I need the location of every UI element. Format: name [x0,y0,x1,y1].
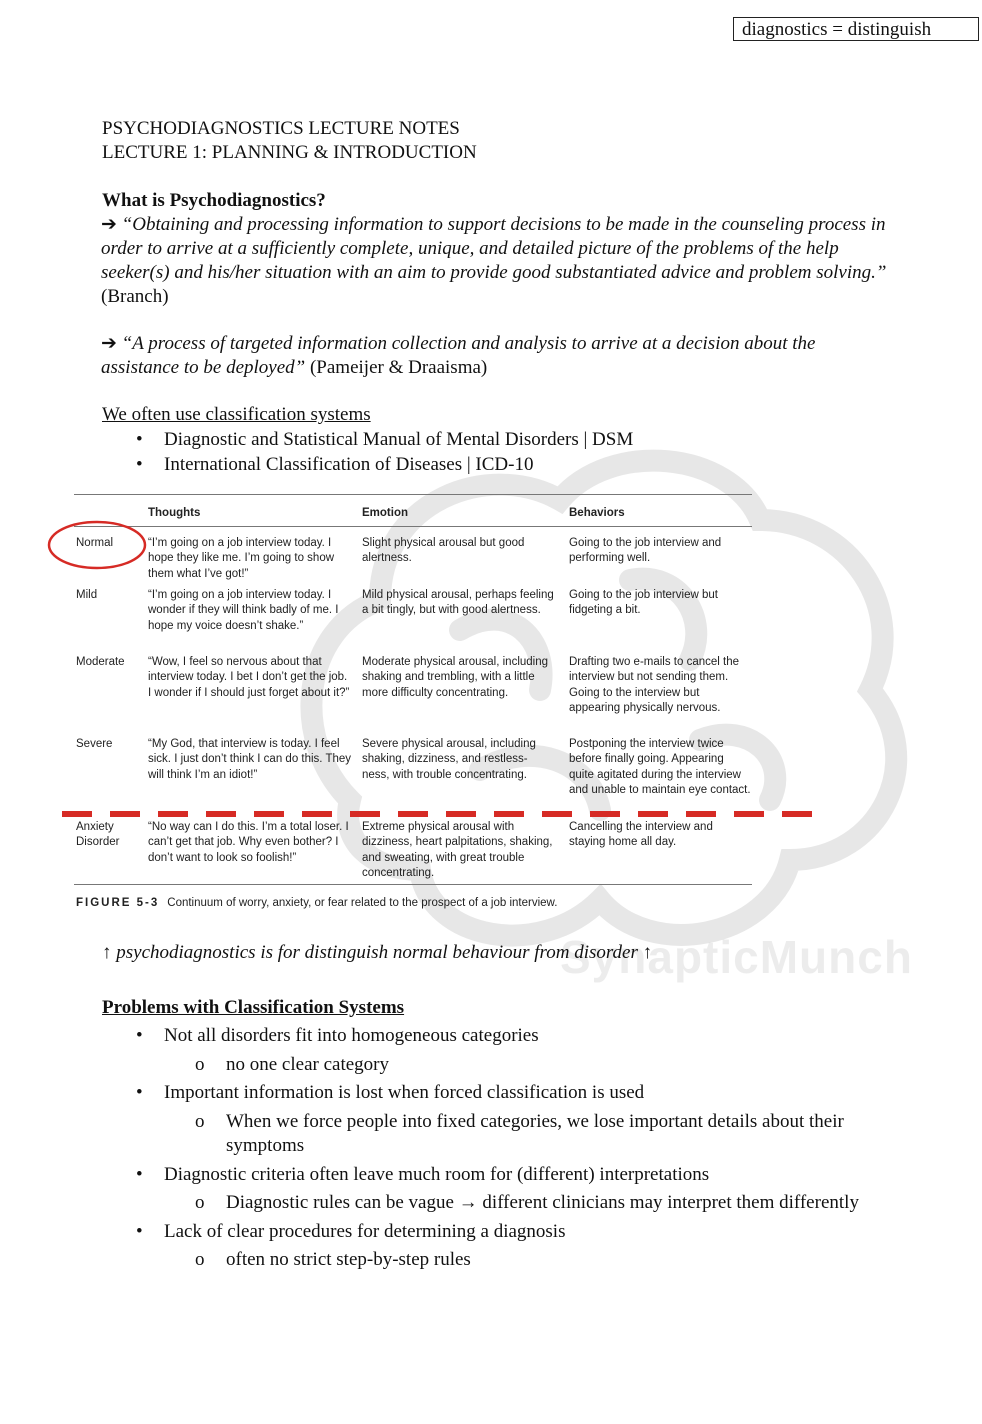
sub-list-item: o no one clear category [164,1053,884,1078]
cell-thoughts: “I’m going on a job interview today. I wonder if they will think badly of me. I hope my voice doesn’t shake.” [148,589,339,632]
problems-heading: Problems with Classification Systems [102,997,405,1018]
sub-list-item: o Diagnostic rules can be vague → different clinicians may interpret them differently [164,1191,884,1216]
figure-caption [76,896,557,911]
cell-emotion: Moderate physical arousal, including shaking and trembling, with a little more difficulty concentrating. [362,656,549,699]
red-circle-annotation [46,519,148,571]
definition-2 [101,332,891,380]
cell-behaviors: Going to the job interview but fidgeting a bit. [569,589,718,617]
sub-bullet-icon: o [195,1110,205,1132]
list-item: • Diagnostic criteria often leave much room for (different) interpretations [164,1163,884,1188]
cell-behaviors: Drafting two e-mails to cancel the interview but not sending them. Going to the interview but appearing physically nervous. [569,656,740,715]
sub-bullet-icon: o [195,1053,205,1075]
figure-note: ↑ psychodiagnostics is for distinguish normal behaviour from disorder ↑ [102,942,653,963]
cell-thoughts: “No way can I do this. I’m a total loser. I can’t get that job. Why even bother? I don’t want to look so foolish!” [148,821,349,864]
bullet-icon: • [136,1163,143,1185]
list-item: • Not all disorders fit into homogeneous categories [164,1024,884,1049]
bullet-icon: • [136,429,143,450]
cell-emotion: Severe physical arousal, including shaking, dizziness, and restless- ness, with trouble concentrating. [362,738,536,781]
row-label-severe: Severe [76,738,113,750]
arrow-icon: ➔ [101,214,117,235]
sub-bullet-icon: o [195,1192,205,1213]
anxiety-continuum-figure [74,494,752,914]
classification-heading: We often use classification systems [102,404,371,425]
figure-caption-label: FIGURE 5-3 [76,897,160,909]
definition-2-source: (Pameijer & Draaisma) [309,357,488,378]
cell-emotion: Mild physical arousal, perhaps feeling a bit tingly, but with good alertness. [362,589,554,617]
cell-thoughts: “My God, that interview is today. I feel sick. I just don’t think I can do this. They will think I’m an idiot!” [148,738,352,781]
sub-list-item: o When we force people into fixed categories, we lose important details about their symptoms [195,1110,844,1156]
list-item: • International Classification of Diseases | ICD-10 [164,453,633,478]
row-label-mild: Mild [76,589,98,601]
what-is-heading: What is Psychodiagnostics? [102,190,326,211]
definition-1-source: (Branch) [101,286,169,307]
arrow-icon: ➔ [101,333,117,354]
definition-1-quote: “Obtaining and processing information to support decisions to be made in the counseling process in order to arrive at a sufficiently complete, unique, and detailed picture of the problems of the help seeker(s) and his/her situation with an aim to provide good substantiated advice and problem solving.” [101,214,887,283]
bullet-icon: • [136,1025,143,1046]
margin-note-box: diagnostics = distinguish [733,17,979,41]
red-dashed-divider [62,811,822,817]
row-label-moderate: Moderate [76,656,125,668]
bullet-icon: • [136,1082,143,1103]
column-header-emotion: Emotion [362,507,408,519]
cell-behaviors: Cancelling the interview and staying home all day. [569,821,713,849]
list-item: • Important information is lost when forced classification is used [164,1081,884,1106]
cell-thoughts: “I’m going on a job interview today. I hope they like me. I’m going to show them what I’ve got!” [148,537,335,580]
row-label-anxiety-disorder: Anxiety Disorder [76,821,120,849]
list-item: • Lack of clear procedures for determining a diagnosis [164,1220,884,1245]
problems-list [136,1024,884,1273]
cell-thoughts: “Wow, I feel so nervous about that interview today. I bet I don’t get the job. I wonder if I should just forget about it?” [148,656,350,699]
sub-list-item: o often no strict step-by-step rules [164,1248,884,1273]
lecture-title: LECTURE 1: PLANNING & INTRODUCTION [102,142,477,163]
header-title: PSYCHODIAGNOSTICS LECTURE NOTES [102,118,460,139]
column-header-thoughts: Thoughts [148,507,201,519]
row-label-normal: Normal [76,537,114,549]
list-item: • Diagnostic and Statistical Manual of Mental Disorders | DSM [164,428,633,453]
cell-behaviors: Postponing the interview twice before finally going. Appearing quite agitated during the interview and unable to maintain eye contact. [569,738,751,797]
column-header-behaviors: Behaviors [569,507,625,519]
cell-behaviors: Going to the job interview and performing well. [569,537,722,565]
sub-bullet-icon: o [195,1249,205,1270]
bullet-icon: • [136,453,143,475]
figure-caption-text: Continuum of worry, anxiety, or fear related to the prospect of a job interview. [167,897,558,909]
cell-emotion: Extreme physical arousal with dizziness, heart palpitations, shaking, and sweating, with great trouble concentrating. [362,821,553,880]
bullet-icon: • [136,1220,143,1242]
definition-1 [101,213,891,309]
cell-emotion: Slight physical arousal but good alertness. [362,537,525,565]
watermark-text: SynapticMunch [560,931,913,983]
definition-2-quote: “A process of targeted information collection and analysis to arrive at a decision about the assistance to be deployed” [101,333,816,378]
classification-list [136,428,634,477]
